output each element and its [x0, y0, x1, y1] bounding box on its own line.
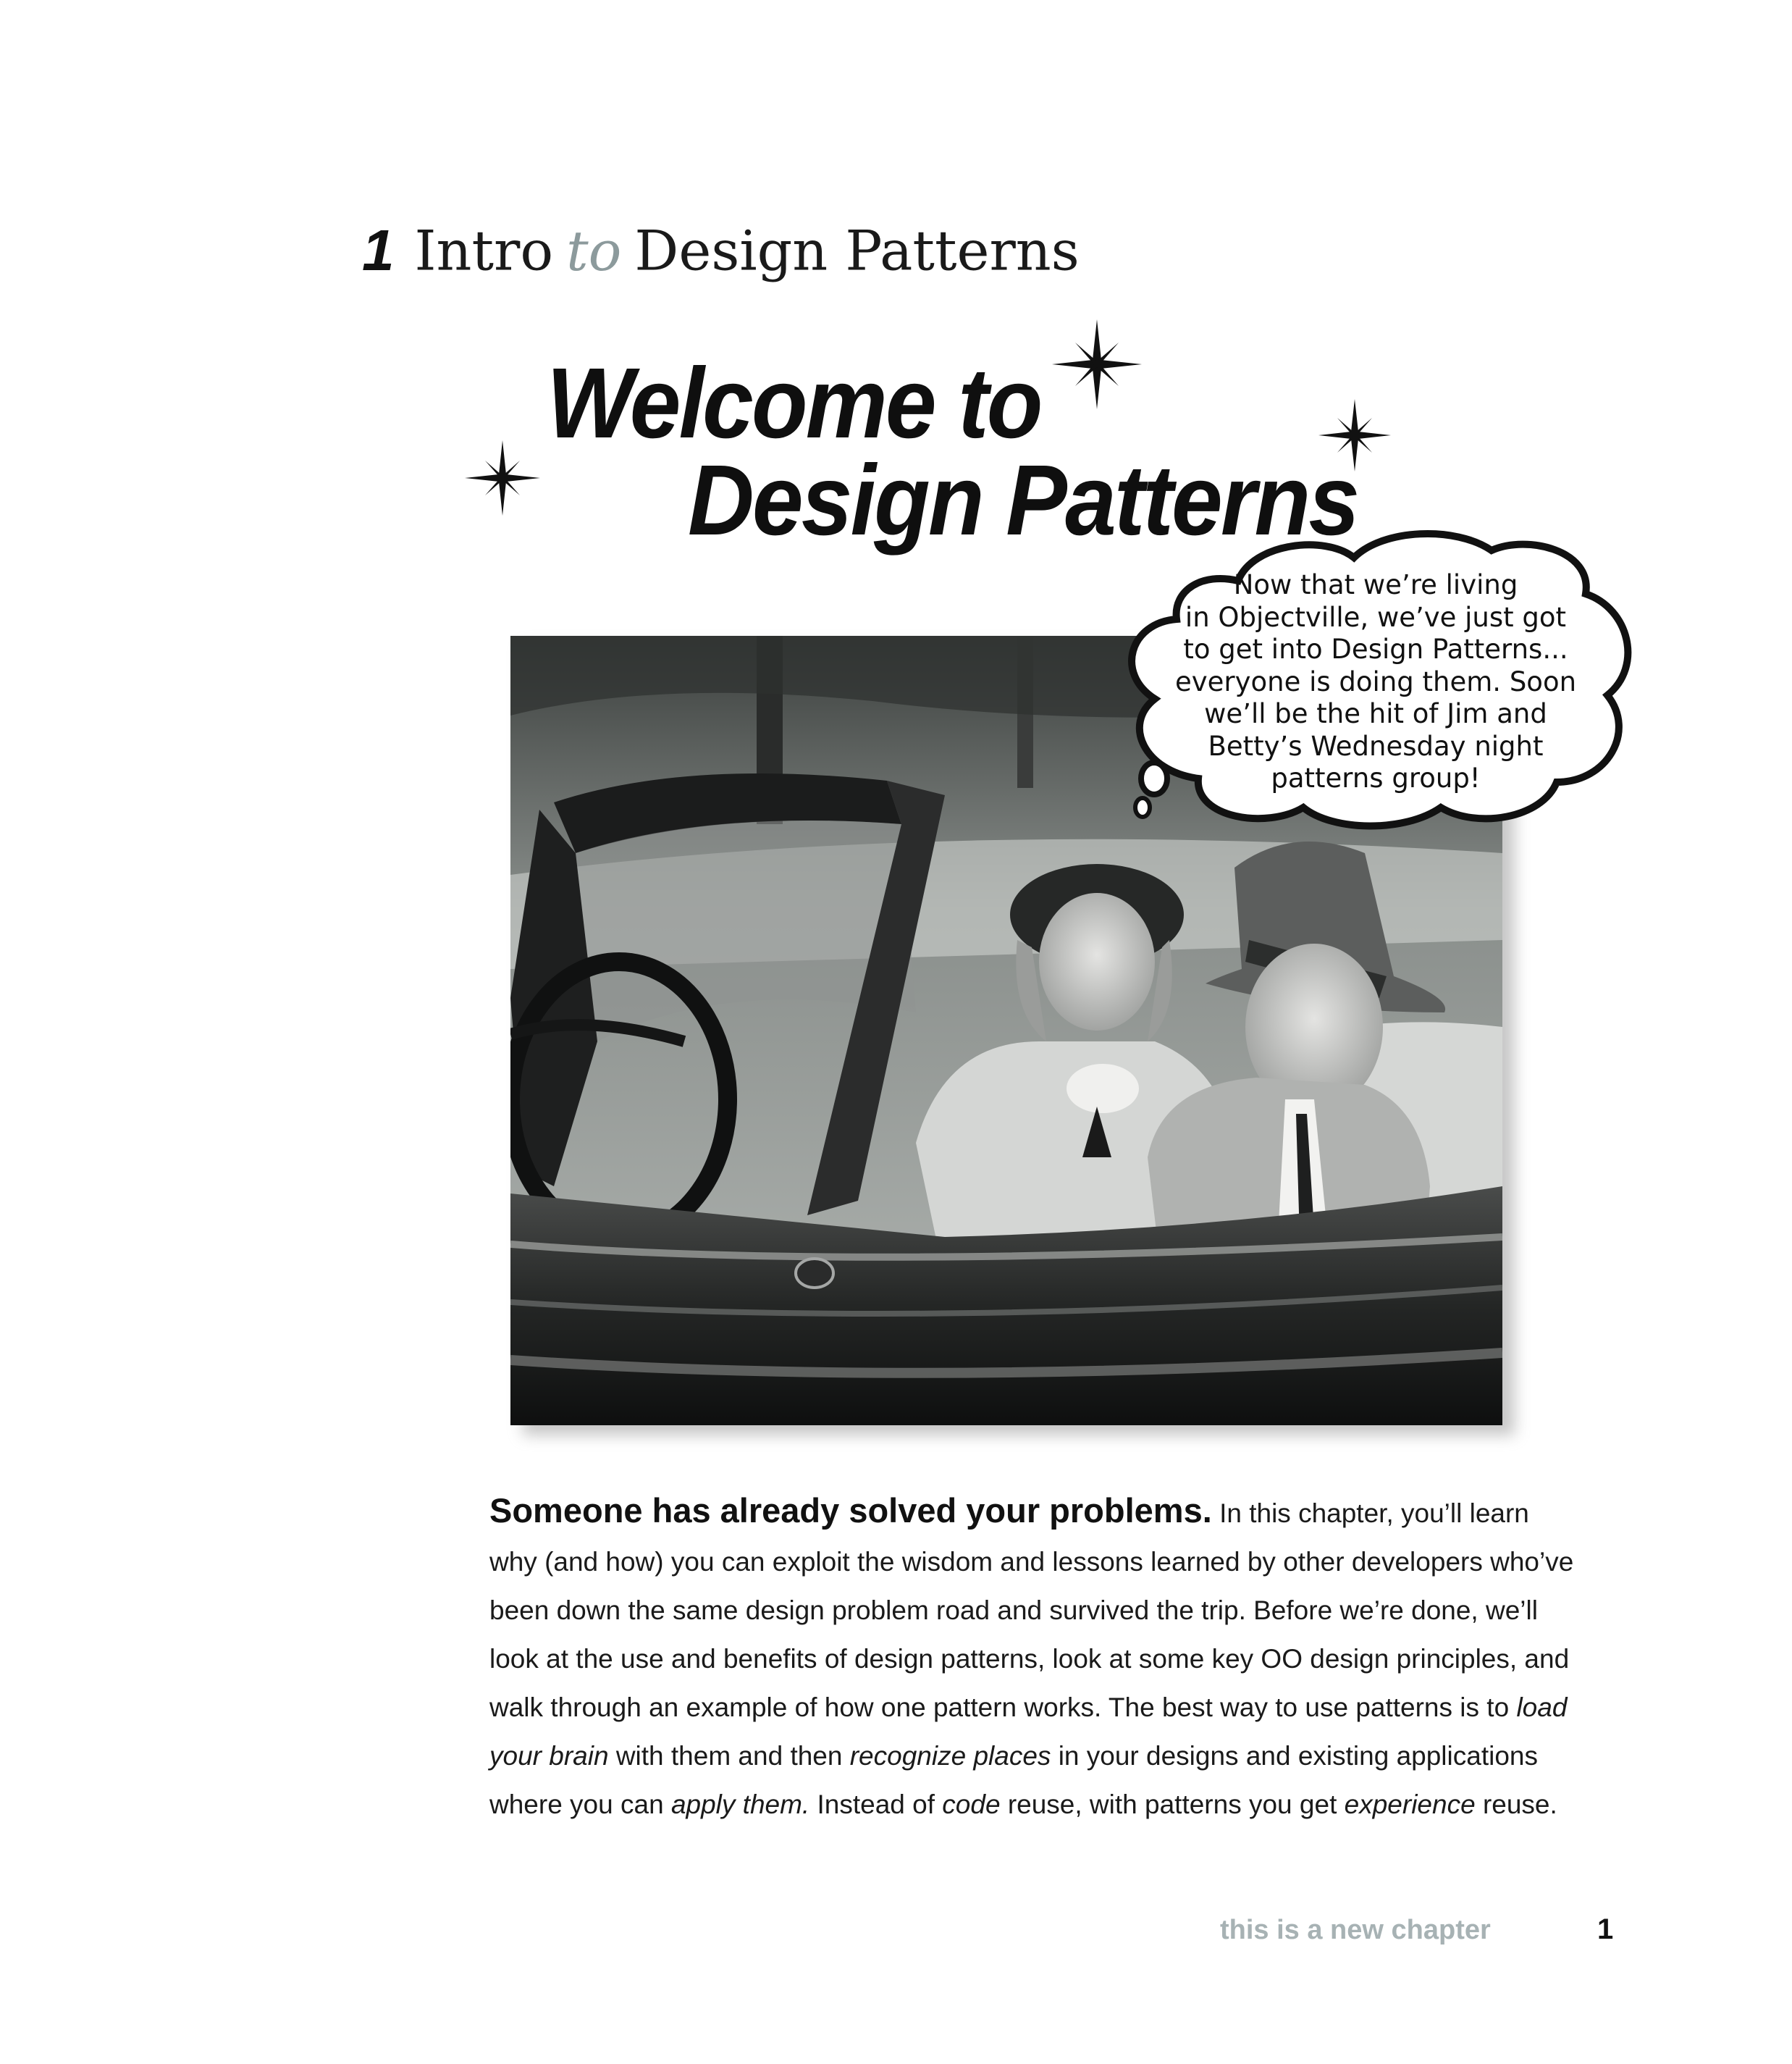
intro-text: in your designs and existing applications — [1058, 1741, 1538, 1771]
intro-emphasis: load — [1516, 1692, 1568, 1722]
title-line-1: Welcome to — [547, 348, 1041, 459]
intro-text: reuse. — [1482, 1790, 1557, 1819]
intro-text: been down the same design problem road and survived the trip. Before we’re done, we’ll — [489, 1595, 1538, 1625]
bubble-line: in Objectville, we’ve just got — [1185, 601, 1567, 633]
thought-bubble-text — [1158, 569, 1593, 795]
bubble-line: Now that we’re living — [1233, 569, 1518, 600]
intro-text: with them and then — [615, 1741, 843, 1771]
intro-emphasis: your brain — [489, 1741, 609, 1771]
intro-text: look at the use and benefits of design patterns, look at some key OO design principles, and — [489, 1644, 1570, 1674]
bubble-line: Betty’s Wednesday night — [1208, 730, 1544, 762]
intro-paragraph — [489, 1486, 1619, 1829]
intro-emphasis: code — [942, 1790, 1001, 1819]
intro-emphasis: recognize places — [849, 1741, 1051, 1771]
intro-text: where you can — [489, 1790, 664, 1819]
bubble-line: patterns group! — [1271, 763, 1481, 794]
intro-text: walk through an example of how one pattern works. The best way to use patterns is to — [489, 1692, 1510, 1722]
bubble-line: we’ll be the hit of Jim and — [1204, 698, 1547, 729]
intro-lead: Someone has already solved your problems. — [489, 1491, 1212, 1530]
sparkle-icon — [1050, 317, 1144, 411]
bubble-line: everyone is doing them. Soon — [1174, 666, 1577, 697]
chapter-header — [362, 217, 1080, 304]
page-number: 1 — [1597, 1913, 1614, 1945]
sparkle-icon — [1316, 397, 1393, 474]
bubble-line: to get into Design Patterns... — [1183, 634, 1568, 665]
chapter-title-design-patterns: Design Patterns — [634, 218, 1080, 283]
intro-text: why (and how) you can exploit the wisdom and lessons learned by other developers who’ve — [489, 1547, 1574, 1577]
intro-emphasis: experience — [1344, 1790, 1476, 1819]
title-line-2: Design Patterns — [688, 445, 1358, 556]
intro-text: reuse, with patterns you get — [1007, 1790, 1337, 1819]
sparkle-icon — [463, 439, 542, 517]
footer-label: this is a new chapter — [1220, 1915, 1491, 1945]
intro-emphasis: apply them. — [670, 1790, 810, 1819]
chapter-title-to: to — [566, 218, 622, 283]
chapter-number: 1 — [362, 218, 395, 282]
intro-text: In this chapter, you’ll learn — [1219, 1498, 1529, 1528]
intro-text: Instead of — [817, 1790, 935, 1819]
chapter-title-intro: Intro — [414, 218, 554, 283]
